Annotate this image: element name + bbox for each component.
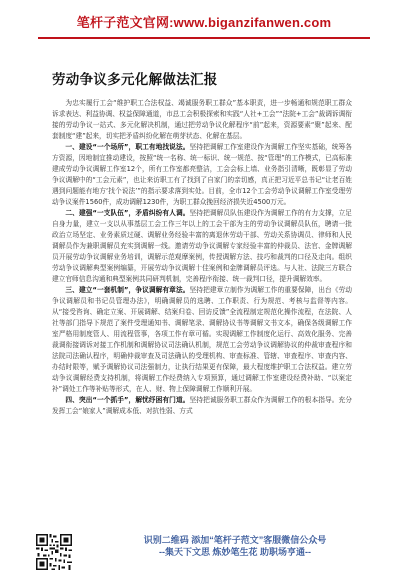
footer xyxy=(90,534,380,558)
section-heading: 四、突出“一个抓手”，解忧纾困有门道。 xyxy=(65,396,190,404)
section-heading: 一、建设“一个场所”，职工有地找说法。 xyxy=(65,143,190,151)
document-title: 劳动争议多元化解做法汇报 xyxy=(52,72,218,88)
header-divider xyxy=(38,37,370,39)
paragraph-section-1 xyxy=(52,142,352,208)
site-banner[interactable]: 笔杆子范文官网:www.biganzifanwen.com xyxy=(76,15,332,30)
paragraph-text: 坚持把建章立制作为调解工作的重要保障，出台《劳动争议调解员和书记员管理办法》，明确调解员的选聘、工作职责、行为规范、考核与监督等内容。从“接受咨询、确定立案、开展调解、结案归卷、回访反馈”全流程制定规范化操作流程，在法院、人社等部门指导下规范了案件受理通知书、调解笔录、调解协议书等调解文书文本，确保各级调解工作室严格用制度管人、用流程管事，各项工作有章可循。实现调解工作制度化运行、高效化服务、完善裁调衔接调诉对接工作机制和调解协议司法确认机制，规范工会劳动争议调解协议的仲裁审查程序和法院司法确认程序，明确仲裁审查及司法确认的受理机构、审查标准、管辖、审查程序、审查内容、办结时限等，赋予调解协议司法强制力，让执行结果更有保障，最大程度维护职工合法权益。建立劳动争议调解经费支持机制，将调解工作经费纳入专项预算，通过调解工作室建设经费补助、“以案定补”调处工作等补贴等形式，在人、财、物上保障调解工作顺利开展。 xyxy=(52,286,352,393)
footer-qr-instruction: 识别二维码 添加“笔杆子范文”客服微信公众号 xyxy=(143,535,327,545)
paragraph-text: 坚持把调解工作室建设作为调解工作坚实基础，统筹各方资源，因地制宜推动建设，按照“统一名称、统一标识、统一规范、按“管理”的工作模式，已高标准建成劳动争议调解工作室12个，所有工作室都亮整洁，工会会标上墙、业务指引清晰，既彰显了劳动争议调解中的“工会元素”，也让来访职工有了找到了自家门的亲切感，真正把习近平总书记“让老百姓遇到问题能有地方‘找个说法’”的指示要求落到实处。目前，全市12个工会劳动争议调解工作室受理劳动争议案件1560件，成功调解1230件，为职工群众挽回经济损失近4500万元。 xyxy=(52,143,352,206)
paragraph-text: 为忠实履行工会“维护职工合法权益、竭诚服务职工群众”基本职责，进一步畅通和规范职工群众诉求表达、利益协调、权益保障通道，市总工会积极探索和实践“人社+工会”“法院+工会”裁调诉调衔接的劳动争议一站式、多元化解决机制，通过把劳动争议化解程序“前”起来，资源要素“聚”起来、配套制度“建”起来，切实把矛盾纠纷化解在萌芽状态、化解在基层。 xyxy=(52,99,352,140)
paragraph-section-4 xyxy=(52,395,352,417)
paragraph-intro xyxy=(52,98,352,142)
paragraph-section-3 xyxy=(52,285,352,395)
document-body xyxy=(52,98,352,528)
paragraph-section-2 xyxy=(52,208,352,285)
section-heading: 三、建立“一套机制”，争议调解有章法。 xyxy=(65,286,190,294)
qr-code-icon[interactable] xyxy=(36,534,72,570)
footer-slogan: --集天下文思 炼妙笔生花 助职场亨通-- xyxy=(159,547,311,557)
paragraph-text: 坚持把诚服务职工群众作为调解工作的根本指导。充分发挥工会“娘家人”调解成本低、对抗性弱、方式 xyxy=(52,396,352,415)
section-heading: 二、建强“一支队伍”，矛盾纠纷有人调。 xyxy=(65,209,190,217)
paragraph-text: 坚持把调解员队伍建设作为调解工作的有力支撑，立足自身力量，建立一支以从事基层工会工作三年以上的工会干部为主的劳动争议调解员队伍，聘请一批政治立场坚定、业务素质过硬、调解业务经验丰富的离退休劳动干部、劳动关系协调员、律师和人民调解员作为兼职调解员充实到调解一线。邀请劳动争议调解专家经验丰富的仲裁员、法官、金牌调解员开展劳动争议调解业务培训，调解示范观摩案例，传授调解方法、技巧和裁判的口径及走向。组织劳动争议调解典型案例编纂，开展劳动争议调解十佳案例和金牌调解员评选。与人社、法院三方联合建立官师信息沟通和典型案例共同研判机制，完善程序衔接、统一裁判口径，提升调解效率。 xyxy=(52,209,352,283)
